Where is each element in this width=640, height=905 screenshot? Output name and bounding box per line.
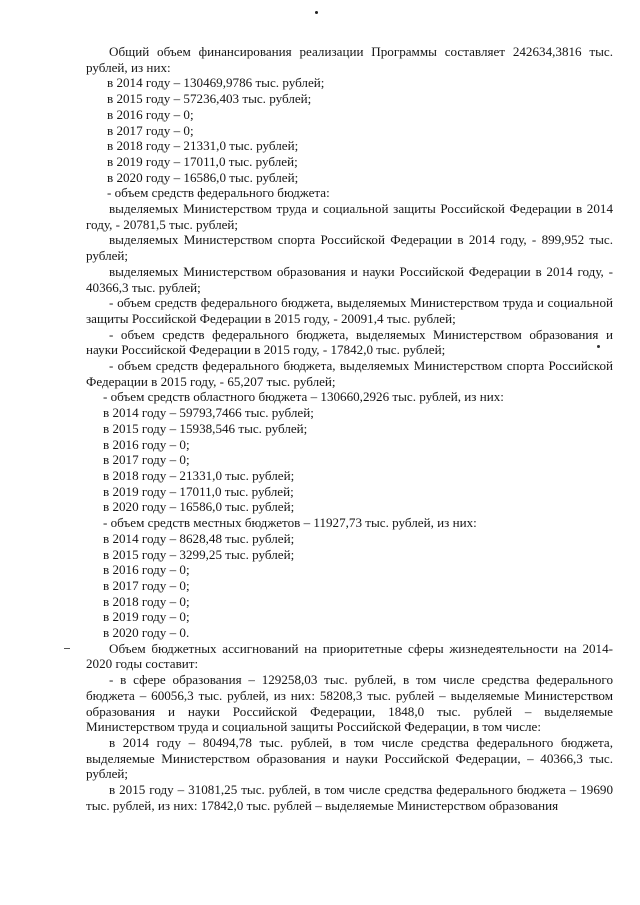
paragraph: в 2018 году – 21331,0 тыс. рублей; [103, 467, 295, 483]
paragraph: в 2016 году – 0; [103, 436, 190, 452]
paragraph: выделяемых Министерством образования и науки Российской Федерации в 2014 году, - 40366,3 тыс. рублей; [86, 263, 613, 295]
paragraph: - объем средств местных бюджетов – 11927,73 тыс. рублей, из них: [103, 515, 477, 531]
paragraph: в 2017 году – 0; [103, 577, 190, 593]
paragraph: выделяемых Министерством труда и социальной защиты Российской Федерации в 2014 году, - 20781,5 тыс. рублей; [86, 201, 613, 232]
paragraph: - объем средств федерального бюджета, выделяемых Министерством труда и социальной защиты Российской Федерации в 2015 году, - 20091,4 тыс. рублей; [86, 295, 613, 326]
paragraph: в 2015 году – 3299,25 тыс. рублей; [103, 546, 295, 562]
paragraph: в 2017 году – 0; [107, 122, 194, 138]
paragraph: в 2020 году – 0. [103, 625, 190, 641]
paragraph: в 2020 году – 16586,0 тыс. рублей; [107, 169, 299, 185]
paragraph: в 2014 году – 80494,78 тыс. рублей, в том числе средства федерального бюджета, выделяемые Министерством образования и науки Российской Федерации, – 40366,3 тыс. рублей; [86, 734, 613, 782]
paragraph: в 2014 году – 8628,48 тыс. рублей; [103, 530, 295, 546]
paragraph: - объем средств федерального бюджета, выделяемых Министерством образования и науки Российской Федерации в 2015 году, - 17842,0 тыс. рублей; [86, 326, 613, 358]
paragraph: - объем средств областного бюджета – 130660,2926 тыс. рублей, из них: [103, 389, 504, 405]
paragraph: в 2018 году – 0; [103, 593, 190, 609]
paragraph: в 2014 году – 130469,9786 тыс. рублей; [107, 75, 325, 91]
paragraph: - в сфере образования – 129258,03 тыс. рублей, в том числе средства федерального бюджета – 60056,3 тыс. рублей, из них: 58208,3 тыс. рублей – выделяемые Министерством образования и науки Российской Федерации, 1848,0 тыс. рублей – выделяемые Министерством труда и социальной защиты Российской Федерации, в том числе: [86, 672, 613, 735]
paragraph: выделяемых Министерством спорта Российской Федерации в 2014 году, - 899,952 тыс. рублей; [86, 232, 613, 264]
paragraph: в 2017 году – 0; [103, 452, 190, 468]
paragraph: в 2019 году – 17011,0 тыс. рублей; [103, 483, 294, 499]
paragraph: Объем бюджетных ассигнований на приоритетные сферы жизнедеятельности на 2014-2020 годы составит: [86, 640, 613, 672]
paragraph: - объем средств федерального бюджета, выделяемых Министерством спорта Российской Федерации в 2015 году, - 65,207 тыс. рублей; [86, 358, 613, 389]
paragraph: в 2015 году – 15938,546 тыс. рублей; [103, 420, 308, 436]
paragraph: Общий объем финансирования реализации Программы составляет 242634,3816 тыс. рублей, из них: [86, 44, 613, 75]
paragraph: в 2014 году – 59793,7466 тыс. рублей; [103, 405, 314, 421]
paragraph: в 2015 году – 57236,403 тыс. рублей; [107, 91, 312, 107]
paragraph: в 2019 году – 17011,0 тыс. рублей; [107, 153, 298, 169]
paragraph: в 2016 году – 0; [103, 562, 190, 578]
paragraph: в 2015 году – 31081,25 тыс. рублей, в том числе средства федерального бюджета – 19690 тыс. рублей, из них: 17842,0 тыс. рублей – выделяемые Министерством образования [86, 782, 613, 813]
paragraph: в 2016 году – 0; [107, 106, 194, 122]
scan-speck [315, 11, 318, 14]
paragraph: в 2018 году – 21331,0 тыс. рублей; [107, 138, 299, 154]
scan-mark [64, 648, 70, 649]
paragraph: в 2020 году – 16586,0 тыс. рублей; [103, 499, 295, 515]
paragraph: в 2019 году – 0; [103, 609, 190, 625]
document-body [86, 44, 613, 813]
paragraph: - объем средств федерального бюджета: [107, 185, 330, 201]
